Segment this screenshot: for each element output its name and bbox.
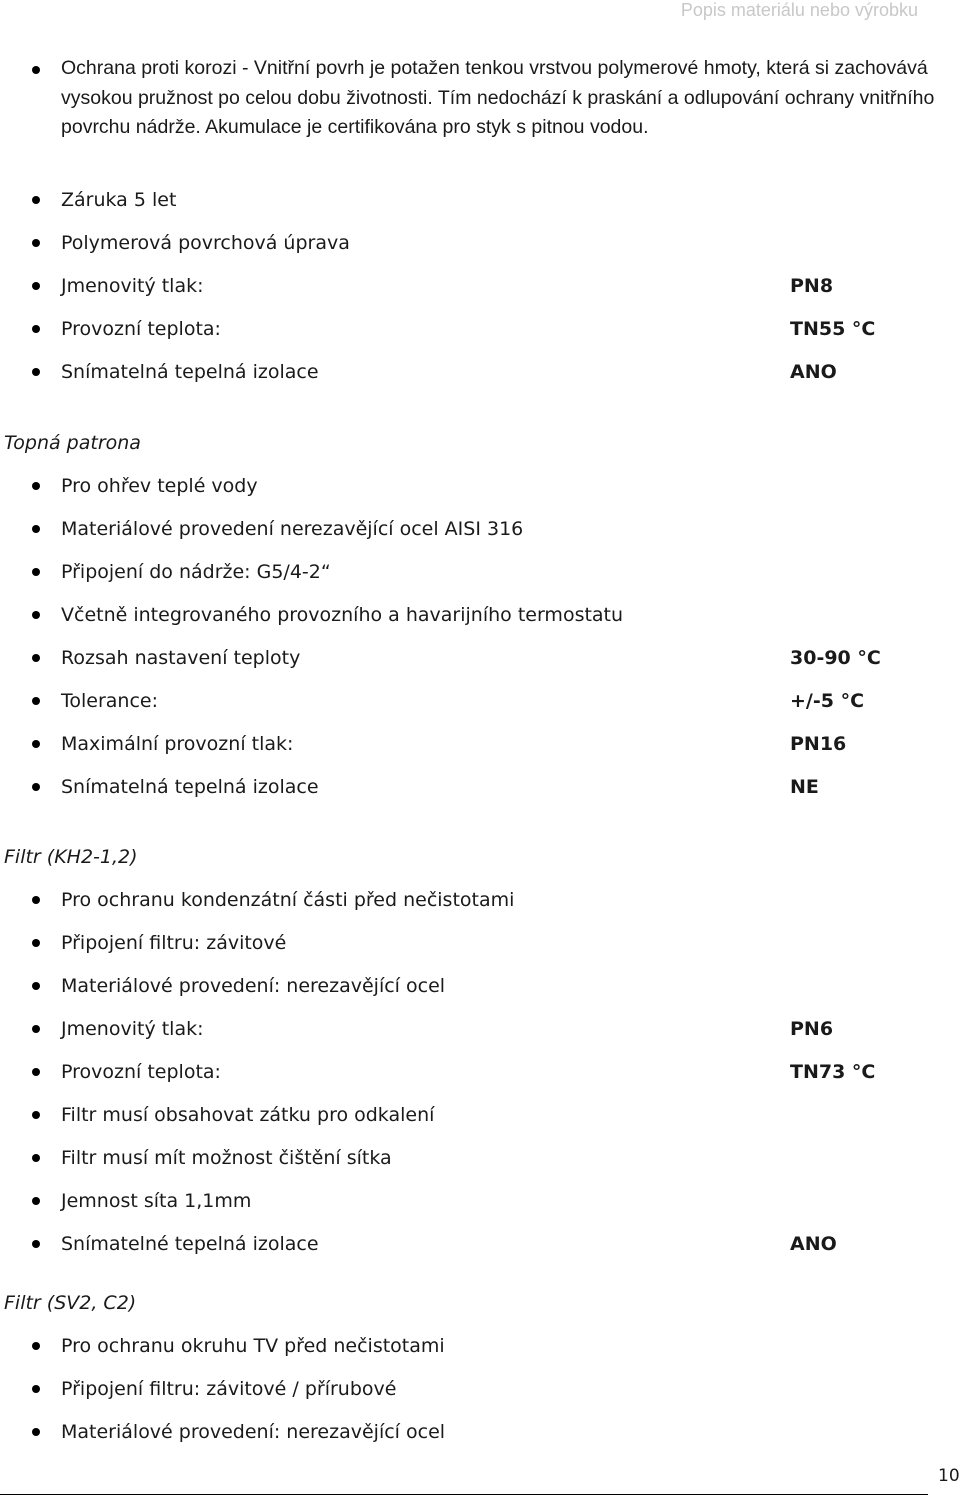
footer-divider	[0, 1494, 928, 1495]
item-label: Tolerance:	[61, 690, 159, 712]
list-item	[0, 557, 960, 587]
bullet-icon	[32, 1111, 40, 1119]
bullet-icon	[32, 66, 40, 74]
bullet-icon	[32, 1342, 40, 1350]
bullet-icon	[32, 896, 40, 904]
list-item	[0, 357, 960, 387]
item-label: Jemnost síta 1,1mm	[61, 1190, 252, 1212]
item-value: NE	[790, 776, 819, 798]
list-item	[0, 1100, 960, 1130]
item-label: Jmenovitý tlak:	[61, 275, 204, 297]
bullet-icon	[32, 654, 40, 662]
list-item	[0, 643, 960, 673]
bullet-icon	[32, 1197, 40, 1205]
item-label: Filtr musí mít možnost čištění sítka	[61, 1147, 392, 1169]
item-label: Pro ochranu kondenzátní části před nečistotami	[61, 889, 515, 911]
list-item	[0, 772, 960, 802]
item-label: Pro ochranu okruhu TV před nečistotami	[61, 1335, 445, 1357]
page-number: 10	[938, 1466, 960, 1486]
bullet-icon	[32, 1428, 40, 1436]
list-item	[0, 885, 960, 915]
list-item	[0, 1229, 960, 1259]
bullet-icon	[32, 482, 40, 490]
bullet-icon	[32, 368, 40, 376]
list-item	[0, 928, 960, 958]
item-label: Připojení filtru: závitové / přírubové	[61, 1378, 397, 1400]
bullet-icon	[32, 1025, 40, 1033]
list-item	[0, 271, 960, 301]
bullet-icon	[32, 1154, 40, 1162]
item-label: Materiálové provedení: nerezavějící ocel	[61, 975, 446, 997]
item-label: Pro ohřev teplé vody	[61, 475, 258, 497]
list-item	[0, 729, 960, 759]
page-header: Popis materiálu nebo výrobku	[680, 0, 918, 20]
bullet-icon	[32, 740, 40, 748]
item-value: ANO	[790, 361, 837, 383]
bullet-icon	[32, 982, 40, 990]
bullet-icon	[32, 325, 40, 333]
bullet-icon	[32, 783, 40, 791]
list-item	[0, 185, 960, 215]
list-item	[0, 1374, 960, 1404]
corrosion-protection-paragraph: Ochrana proti korozi - Vnitřní povrh je potažen tenkou vrstvou polymerové hmoty, která si zachovává vysokou pružnost po celou dobu životnosti. Tím nedochází k praskání a odlupování ochrany vnitřního povrchu nádrže. Akumulace je certifikována pro styk s pitnou vodou.	[61, 57, 935, 138]
bullet-icon	[32, 1068, 40, 1076]
item-label: Snímatelné tepelná izolace	[61, 1233, 319, 1255]
list-item	[0, 1014, 960, 1044]
list-item	[0, 514, 960, 544]
bullet-icon	[32, 697, 40, 705]
item-label: Provozní teplota:	[61, 1061, 221, 1083]
item-value: PN6	[790, 1018, 834, 1040]
list-item	[0, 228, 960, 258]
item-label: Záruka 5 let	[61, 189, 177, 211]
item-label: Snímatelná tepelná izolace	[61, 361, 319, 383]
item-value: +/-5 °C	[790, 690, 865, 712]
bullet-icon	[32, 239, 40, 247]
item-value: ANO	[790, 1233, 837, 1255]
item-label: Rozsah nastavení teploty	[61, 647, 301, 669]
item-label: Jmenovitý tlak:	[61, 1018, 204, 1040]
item-value: TN55 °C	[790, 318, 876, 340]
list-item	[0, 1057, 960, 1087]
item-label: Včetně integrovaného provozního a havarijního termostatu	[61, 604, 624, 626]
bullet-icon	[32, 196, 40, 204]
bullet-icon	[32, 939, 40, 947]
list-item	[0, 314, 960, 344]
item-label: Filtr musí obsahovat zátku pro odkalení	[61, 1104, 435, 1126]
item-label: Připojení filtru: závitové	[61, 932, 287, 954]
list-item	[0, 471, 960, 501]
item-value: TN73 °C	[790, 1061, 876, 1083]
item-label: Snímatelná tepelná izolace	[61, 776, 319, 798]
bullet-icon	[32, 1240, 40, 1248]
list-item	[0, 971, 960, 1001]
bullet-icon	[32, 568, 40, 576]
list-item	[0, 686, 960, 716]
bullet-icon	[32, 611, 40, 619]
bullet-icon	[32, 282, 40, 290]
item-label: Provozní teplota:	[61, 318, 221, 340]
item-label: Maximální provozní tlak:	[61, 733, 294, 755]
item-value: PN8	[790, 275, 834, 297]
section-heading-topna-patrona: Topná patrona	[4, 432, 141, 454]
item-label: Polymerová povrchová úprava	[61, 232, 350, 254]
item-label: Materiálové provedení nerezavějící ocel AISI 316	[61, 518, 524, 540]
item-value: PN16	[790, 733, 847, 755]
section-heading-filtr-sv2: Filtr (SV2, C2)	[4, 1292, 137, 1314]
item-label: Připojení do nádrže: G5/4-2“	[61, 561, 331, 583]
item-label: Materiálové provedení: nerezavějící ocel	[61, 1421, 446, 1443]
section-heading-filtr-kh2: Filtr (KH2-1,2)	[4, 846, 138, 868]
list-item	[0, 600, 960, 630]
list-item	[0, 1417, 960, 1447]
list-item	[0, 1186, 960, 1216]
item-value: 30-90 °C	[790, 647, 881, 669]
list-item	[0, 1331, 960, 1361]
list-item	[0, 1143, 960, 1173]
bullet-icon	[32, 525, 40, 533]
bullet-icon	[32, 1385, 40, 1393]
